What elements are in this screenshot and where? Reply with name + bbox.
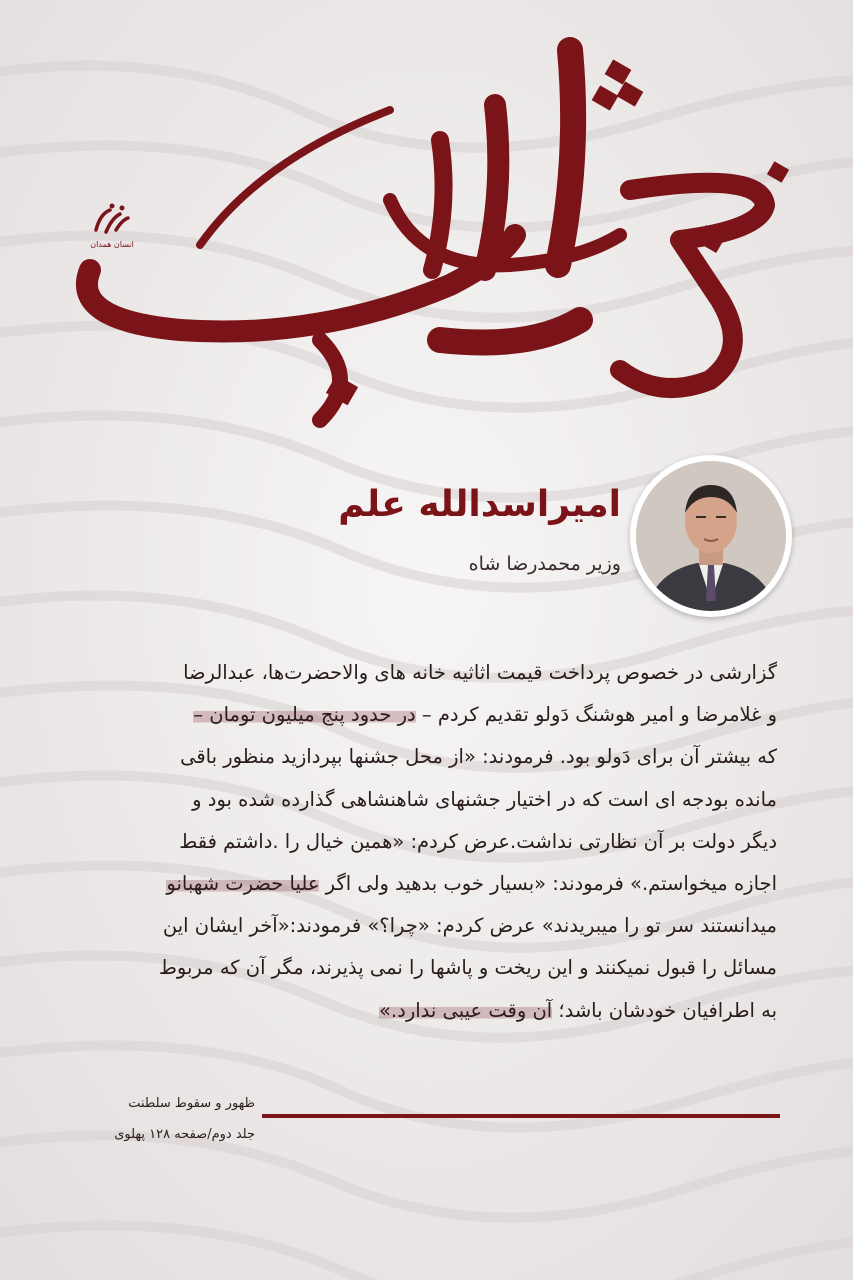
quote-text (62, 652, 777, 1032)
publisher-emblem-icon (90, 200, 134, 240)
quote-highlight: علیا حضرت شهبانو (166, 871, 320, 895)
quote-line: که بیشتر آن برای دَولو بود. فرمودند: «از محل جشنها بپردازید منظور باقی (180, 745, 777, 769)
divider-rule (262, 1114, 780, 1118)
quote-line: به اطرافیان خودشان باشد؛ آن وقت عیبی ندارد.» (379, 998, 777, 1022)
portrait-photo (630, 455, 792, 617)
quote-line: گزارشی در خصوص پرداخت قیمت اثاثیه خانه های والاحضرت‌ها، عبدالرضا (183, 661, 777, 684)
quote-line: دیگر دولت بر آن نظارتی نداشت.عرض کردم: «همین خیال را .داشتم فقط (179, 829, 777, 853)
quote-line: مسائل را قبول نمیکنند و این ریخت و پاشها را نمی پذیرند، مگر آن که مربوط (158, 956, 777, 980)
source-book-title: ظهور و سقوط سلطنت (128, 1096, 255, 1111)
quote-line: اجازه میخواستم.» فرمودند: «بسیار خوب بدهید ولی اگر علیا حضرت شهبانو (166, 871, 777, 895)
publisher-logo-text: انسان همدان (90, 240, 134, 249)
calligraphy-title-logo (60, 20, 800, 440)
publisher-logo (82, 200, 142, 260)
quote-highlight: آن وقت عیبی ندارد.» (379, 998, 553, 1022)
person-role: وزیر محمدرضا شاه (468, 553, 621, 575)
quote-line: مانده بودجه ای است که در اختیار جشنهای شاهنشاهی گذارده شده بود و (192, 787, 777, 811)
quote-line: میدانستند سر تو را میبریدند» عرض کردم: «چرا؟» فرمودند:«آخر ایشان این (162, 914, 777, 938)
person-name: امیراسدالله علم (338, 484, 621, 525)
quote-line: و غلامرضا و امیر هوشنگ دَولو تقدیم کردم – در حدود پنج میلیون تومان – (193, 703, 777, 727)
quote-highlight: در حدود پنج میلیون تومان – (193, 703, 416, 727)
source-reference: جلد دوم/صفحه ۱۲۸ پهلوی (114, 1127, 255, 1142)
